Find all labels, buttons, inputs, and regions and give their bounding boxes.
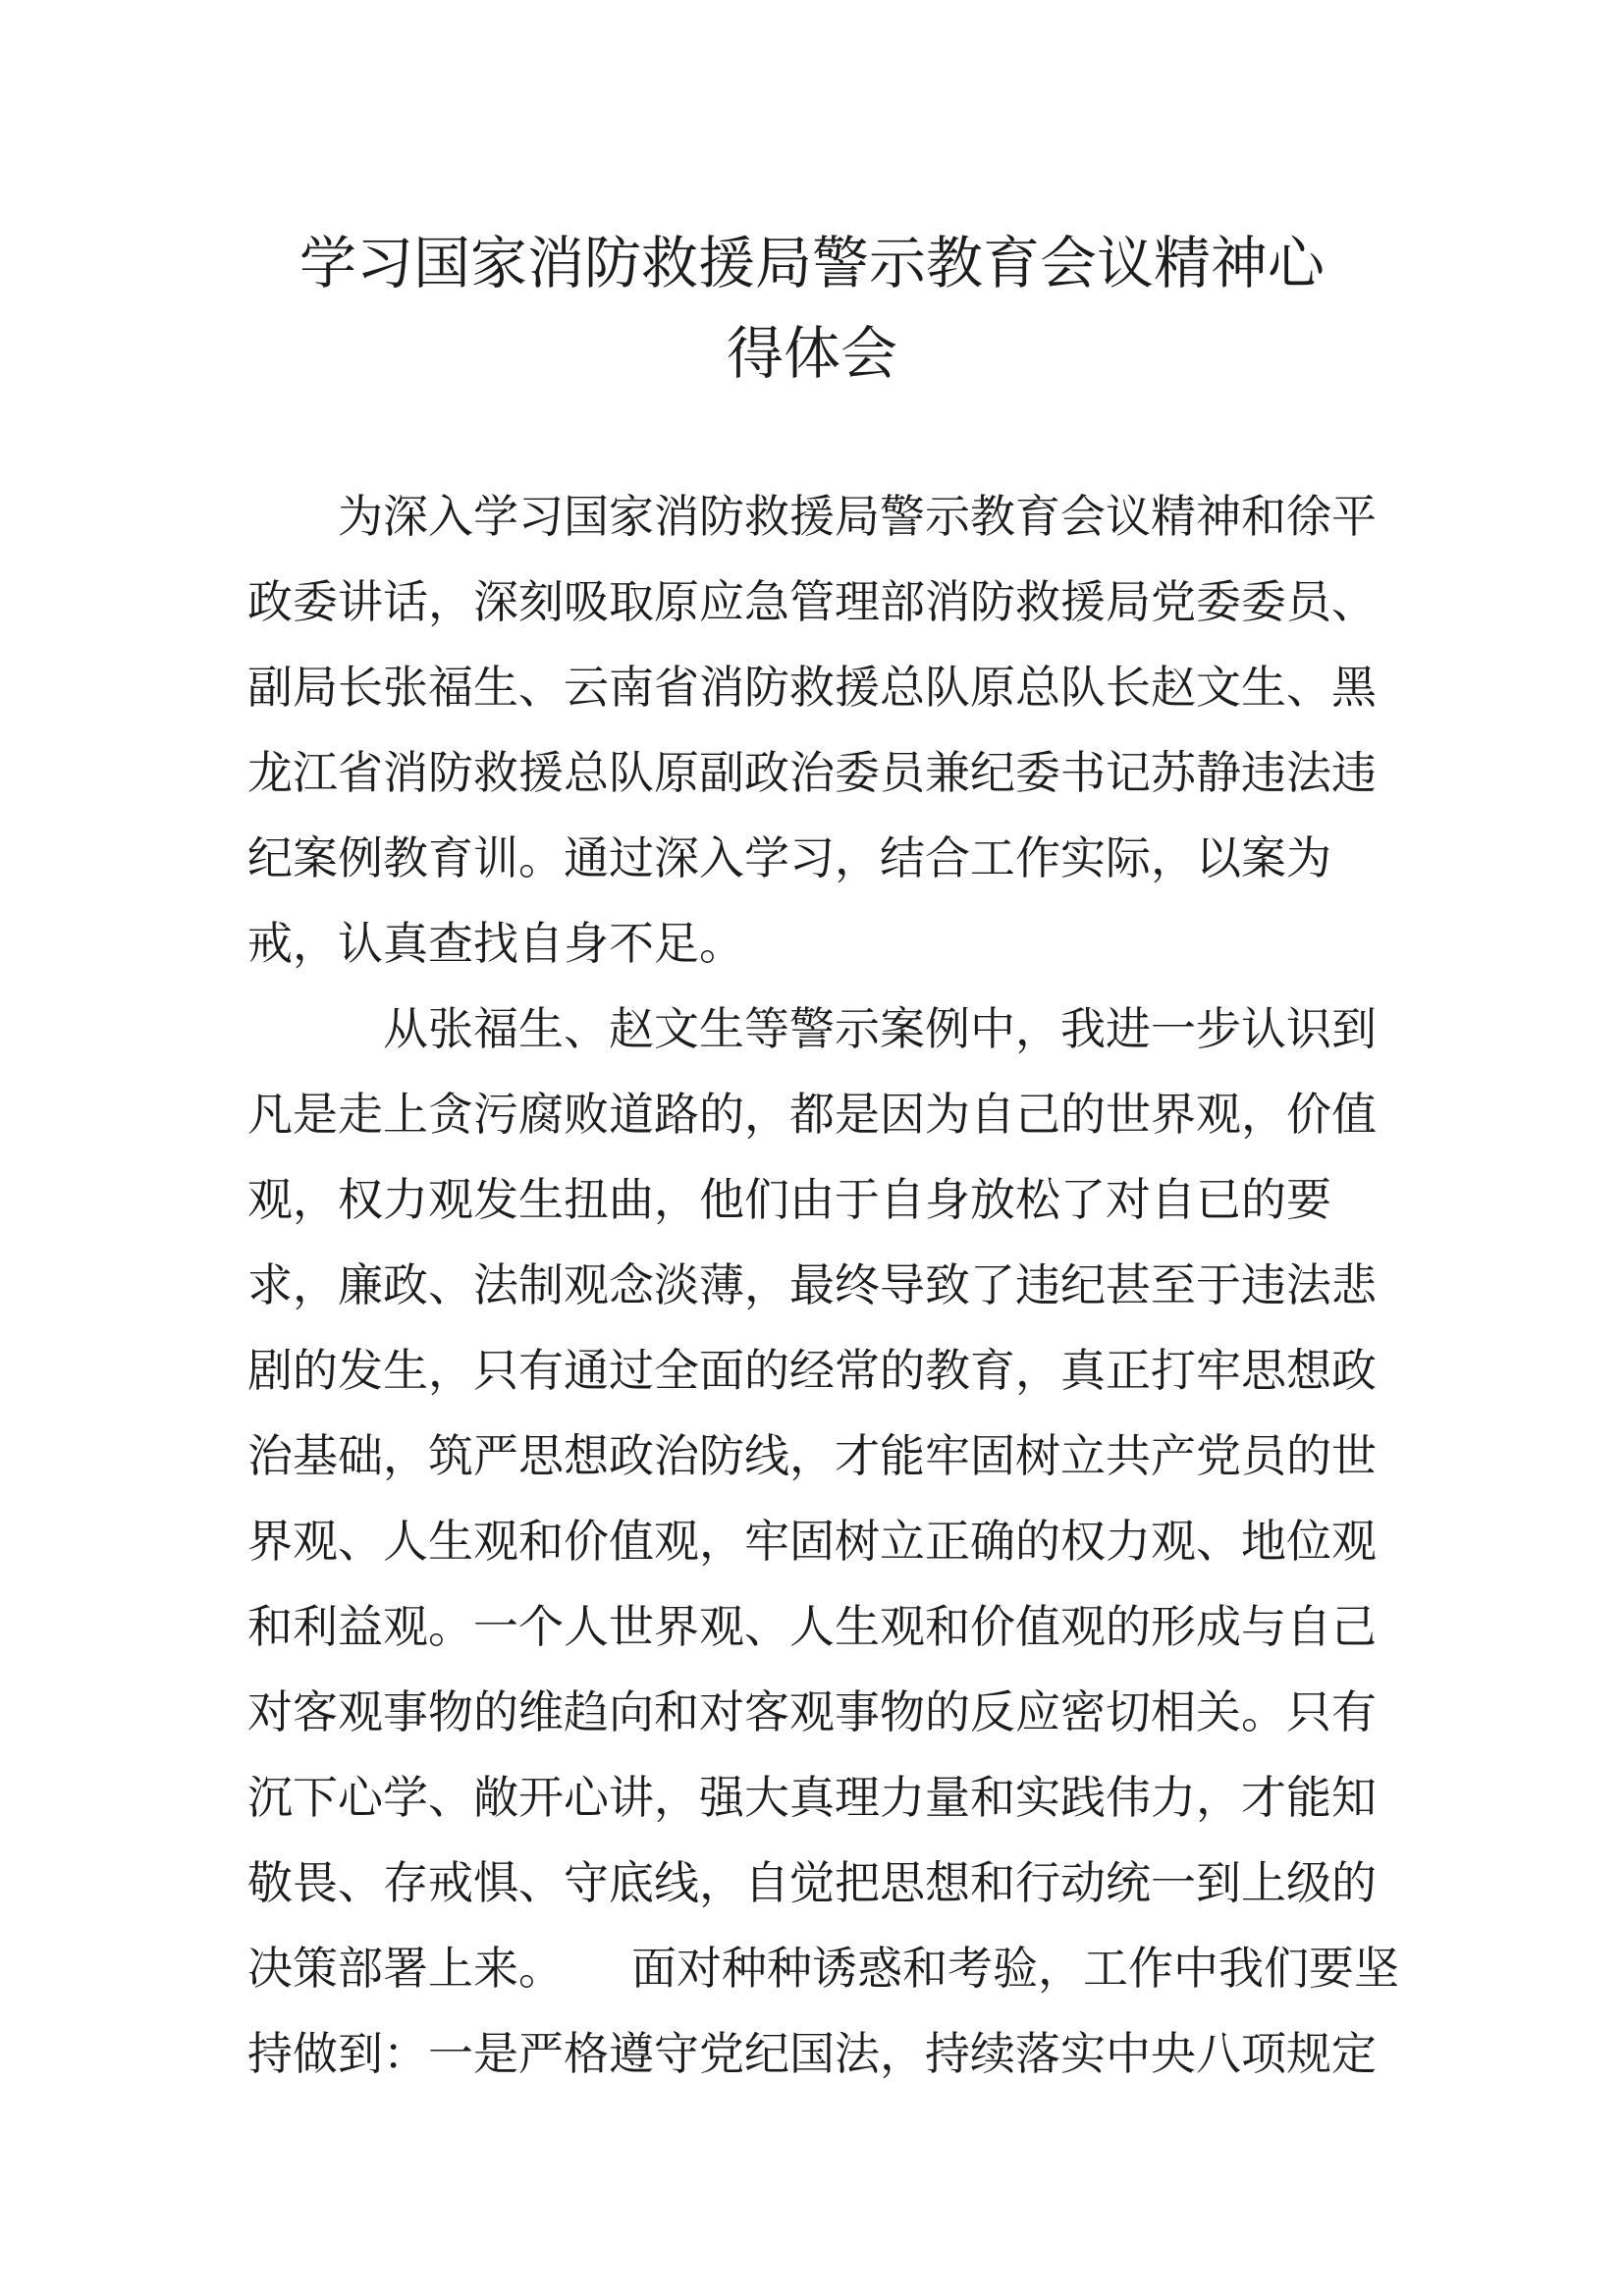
body-line-9: 观，权力观发生扭曲，他们由于自身放松了对自已的要: [247, 1173, 1331, 1226]
body-line-10: 求，廉政、法制观念淡薄，最终导致了违纪甚至于违法悲: [247, 1258, 1377, 1311]
body-line-18: 决策部署上来。 面对种种诱惑和考验，工作中我们要坚: [247, 1942, 1399, 1995]
body-line-4: 龙江省消防救援总队原副政治委员兼纪委书记苏静违法违: [247, 746, 1377, 799]
body-line-8: 凡是走上贪污腐败道路的，都是因为自己的世界观，价值: [247, 1088, 1377, 1141]
body-line-16: 沉下心学、敞开心讲，强大真理力量和实践伟力，才能知: [247, 1771, 1377, 1824]
body-line-6: 戒，认真查找自身不足。: [247, 917, 744, 970]
body-line-11: 剧的发生，只有通过全面的经常的教育，真正打牢思想政: [247, 1344, 1377, 1397]
title-line-1: 学习国家消防救援局警示教育会议精神心: [298, 230, 1325, 296]
body-line-3: 副局长张福生、云南省消防救援总队原总队长赵文生、黑: [247, 661, 1377, 714]
body-line-14: 和利益观。一个人世界观、人生观和价值观的形成与自己: [247, 1600, 1377, 1653]
body-line-15: 对客观事物的维趋向和对客观事物的反应密切相关。只有: [247, 1685, 1377, 1738]
body-line-7: 从张福生、赵文生等警示案例中，我进一步认识到: [247, 1002, 1377, 1055]
body-line-2: 政委讲话，深刻吸取原应急管理部消防救援局党委委员、: [247, 575, 1377, 628]
body-line-5: 纪案例教育训。通过深入学习，结合工作实际，以案为: [247, 831, 1331, 884]
title-line-2: 得体会: [726, 320, 897, 387]
body-line-13: 界观、人生观和价值观，牢固树立正确的权力观、地位观: [247, 1515, 1377, 1568]
body-line-12: 治基础，筑严思想政治防线，才能牢固树立共产党员的世: [247, 1429, 1377, 1482]
document-title: [245, 218, 1379, 399]
body-line-1: 为深入学习国家消防救援局警示教育会议精神和徐平: [247, 490, 1377, 543]
body-line-17: 敬畏、存戒惧、守底线，自觉把思想和行动统一到上级的: [247, 1856, 1377, 1909]
body-line-19: 持做到：一是严格遵守党纪国法，持续落实中央八项规定: [247, 2027, 1377, 2080]
